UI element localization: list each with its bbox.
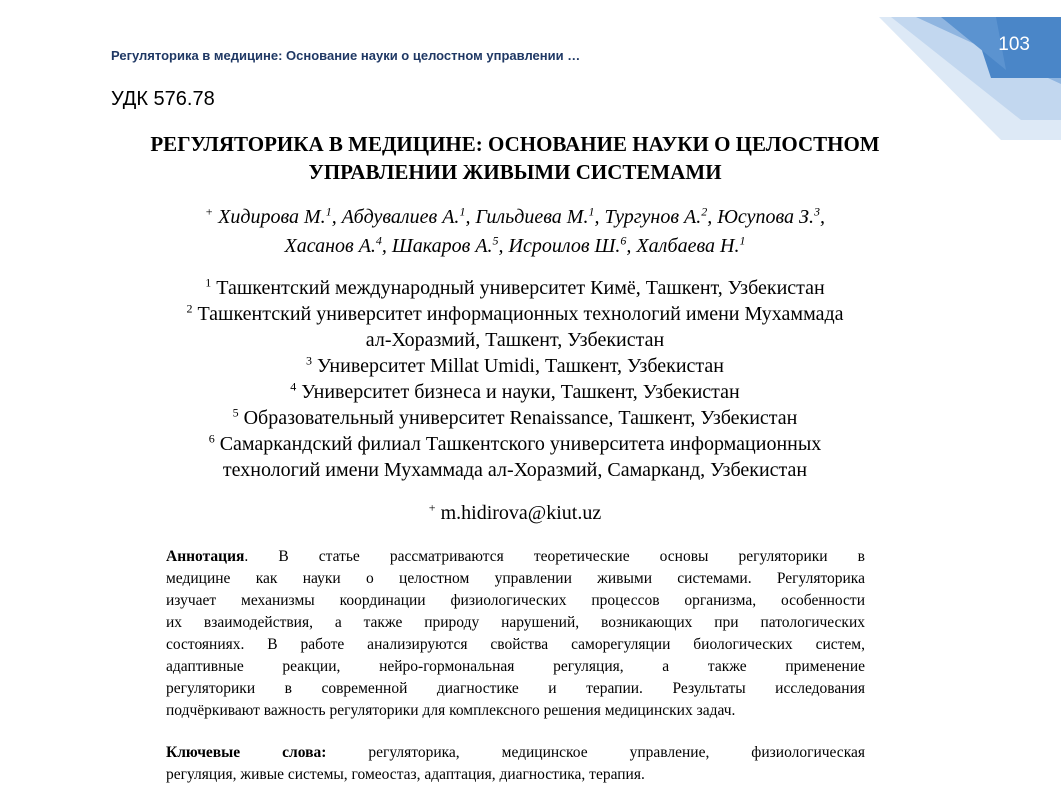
author-name: Хасанов А. [284,235,376,257]
keywords [166,742,865,786]
author-affiliation-ref: 2 [701,204,708,219]
page-number: 103 [998,34,1030,55]
affiliation-item [100,353,930,379]
keywords-line: регуляция, живые системы, гомеостаз, адаптация, диагностика, терапия. [166,766,645,783]
corresponding-mark: + [428,500,436,515]
affiliation-text: Университет Millat Umidi, Ташкент, Узбекистан [317,355,724,377]
author-affiliation-ref: 1 [325,204,332,219]
paper-title [100,130,930,186]
abstract-label: Аннотация [166,548,245,565]
running-head: Регуляторика в медицине: Основание науки о целостном управлении … [111,48,581,63]
author-name: Тургунов А. [604,206,702,228]
corresponding-email [100,502,930,525]
udc-code: УДК 576.78 [111,88,215,110]
affiliation-text: Университет бизнеса и науки, Ташкент, Узбекистан [301,381,740,403]
affiliation-number: 4 [290,379,297,394]
affiliation-item [100,431,930,457]
corner-banner-graphic [821,0,1061,140]
author-affiliation-ref: 1 [459,204,466,219]
affiliation-text: Самаркандский филиал Ташкентского университета информационных [219,433,822,455]
author-affiliation-ref: 3 [813,204,820,219]
abstract-text: . В статье рассматриваются теоретические основы регуляторики в [244,548,865,565]
affiliation-item [100,405,930,431]
affiliation-number: 6 [208,431,215,446]
abstract-line: их взаимодействия, а также природу нарушений, возникающих при патологических [166,614,865,631]
abstract-line: регуляторики в современной диагностике и терапии. Результаты исследования [166,680,865,697]
author-name: Гильдиева М. [475,206,589,228]
affiliation-item-continued: технологий имени Мухаммада ал-Хоразмий, Самарканд, Узбекистан [222,459,808,481]
title-line: УПРАВЛЕНИИ ЖИВЫМИ СИСТЕМАМИ [308,160,722,184]
affiliation-item [100,379,930,405]
keywords-line [166,742,865,764]
author-affiliation-ref: 1 [739,233,746,248]
author-affiliation-ref: 1 [588,204,595,219]
affiliation-item-continued: ал-Хоразмий, Ташкент, Узбекистан [365,329,665,351]
abstract-line: состояниях. В работе анализируются свойства саморегуляции биологических систем, [166,636,865,653]
affiliation-list [100,275,930,483]
author-name: Хидирова М. [218,206,326,228]
keywords-label: Ключевые слова: [166,744,327,761]
author-name: Юсупова З. [717,206,814,228]
abstract-line: подчёркивают важность регуляторики для комплексного решения медицинских задач. [166,702,736,719]
abstract-line: медицине как науки о целостном управлении живыми системами. Регуляторика [166,570,865,587]
affiliation-number: 3 [306,353,313,368]
author-list: + Хидирова М.$^1$, Абдувалиев А.$^1$, Гильдиева М.$^1$, Тургунов А.$^2$, Юсупова З.$^3$, Хасанов А.$^4$, Шакаров А.$^5$, Исроилов Ш.$^6$, Халбаева Н.$^1$ [205,204,825,257]
affiliation-number: 5 [232,405,239,420]
abstract-line: адаптивные реакции, нейро-гормональная регуляция, а также применение [166,658,865,675]
author-affiliation-ref: 4 [375,233,382,248]
keywords-text: регуляторика, медицинское управление, физиологическая [326,744,865,761]
email-address: m.hidirova@kiut.uz [440,502,602,524]
author-affiliation-ref: 6 [620,233,627,248]
corresponding-mark: + [205,204,214,219]
author-affiliation-ref: 5 [492,233,499,248]
affiliation-number: 1 [205,275,212,290]
abstract-line [166,546,865,568]
affiliation-text: Ташкентский международный университет Кимё, Ташкент, Узбекистан [216,277,825,299]
title-line: РЕГУЛЯТОРИКА В МЕДИЦИНЕ: ОСНОВАНИЕ НАУКИ О ЦЕЛОСТНОМ [150,132,880,156]
author-name: Абдувалиев А. [341,206,460,228]
affiliation-text: Ташкентский университет информационных технологий имени Мухаммада [197,303,844,325]
author-name: Шакаров А. [391,235,493,257]
affiliation-number: 2 [186,301,193,316]
abstract [166,546,865,722]
affiliation-item [100,301,930,327]
author-name: Исроилов Ш. [508,235,621,257]
abstract-line: изучает механизмы координации физиологических процессов организма, особенности [166,592,865,609]
author-name: Халбаева Н. [636,235,740,257]
affiliation-text: Образовательный университет Renaissance, Ташкент, Узбекистан [243,407,798,429]
affiliation-item [100,275,930,301]
